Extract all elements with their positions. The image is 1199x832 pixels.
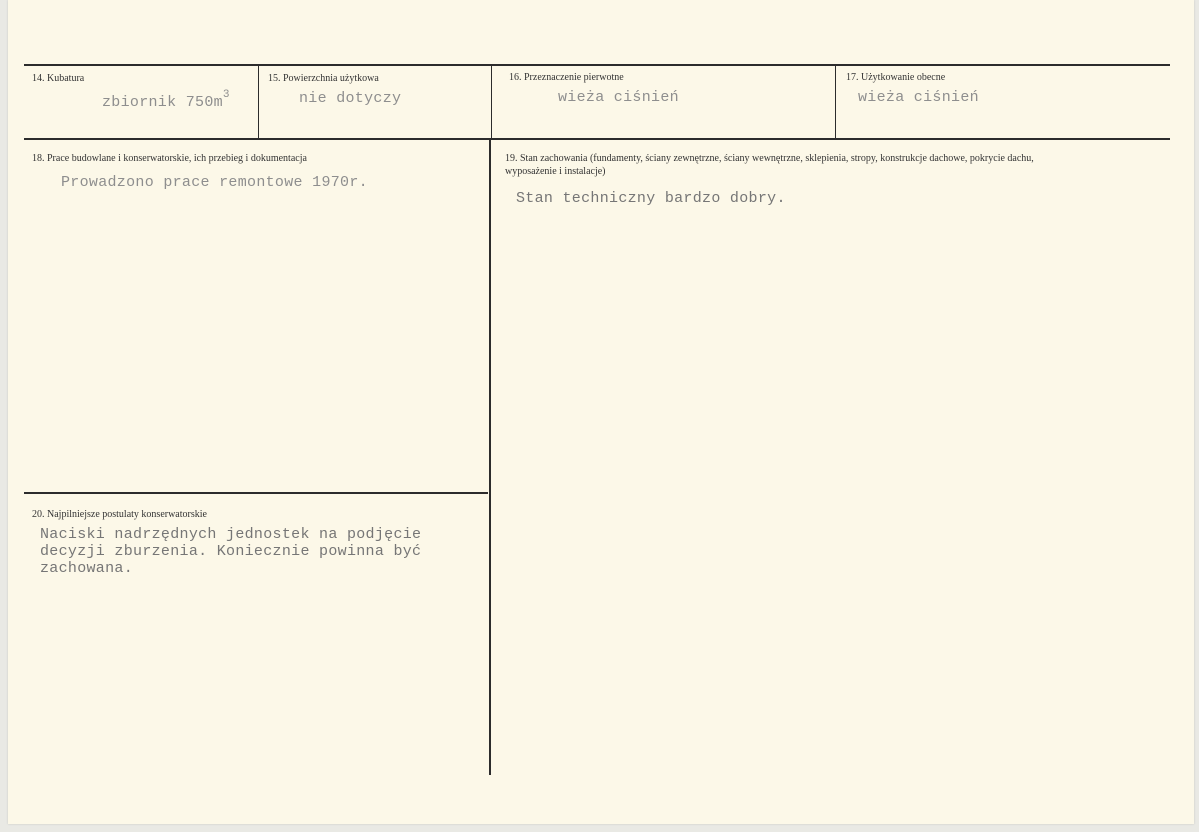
top-rule xyxy=(24,64,1170,66)
row-divider xyxy=(24,138,1170,140)
field-14-value-exponent: 3 xyxy=(222,89,230,101)
field-14-value xyxy=(102,89,230,112)
section-20-divider xyxy=(24,492,488,494)
form-sheet xyxy=(8,0,1194,824)
field-18-value: Prowadzono prace remontowe 1970r. xyxy=(61,174,368,191)
field-14-label: 14. Kubatura xyxy=(32,73,85,84)
field-17-label: 17. Użytkowanie obecne xyxy=(846,72,946,83)
field-16-value: wieża ciśnień xyxy=(558,89,679,106)
field-19-label: 19. Stan zachowania (fundamenty, ściany zewnętrzne, ściany wewnętrzne, sklepienia, stropy, konstrukcje dachowe, pokrycie dachu, wyposażenie i instalacje) xyxy=(505,153,1034,177)
main-col-divider xyxy=(489,139,491,775)
field-19-value: Stan techniczny bardzo dobry. xyxy=(516,190,786,207)
field-20-value: Naciski nadrzędnych jednostek na podjęcie decyzji zburzenia. Koniecznie powinna być zachowana. xyxy=(40,526,422,577)
field-16-label: 16. Przeznaczenie pierwotne xyxy=(509,72,624,83)
field-20-label: 20. Najpilniejsze postulaty konserwatorskie xyxy=(32,509,207,520)
col-divider-15 xyxy=(258,65,259,139)
col-divider-17 xyxy=(835,65,836,139)
field-14-value-text: zbiornik 750m xyxy=(102,94,223,111)
field-17-value: wieża ciśnień xyxy=(858,89,979,106)
field-15-label: 15. Powierzchnia użytkowa xyxy=(268,73,379,84)
col-divider-16 xyxy=(491,65,492,139)
field-18-label: 18. Prace budowlane i konserwatorskie, ich przebieg i dokumentacja xyxy=(32,153,307,164)
field-15-value: nie dotyczy xyxy=(299,90,402,107)
